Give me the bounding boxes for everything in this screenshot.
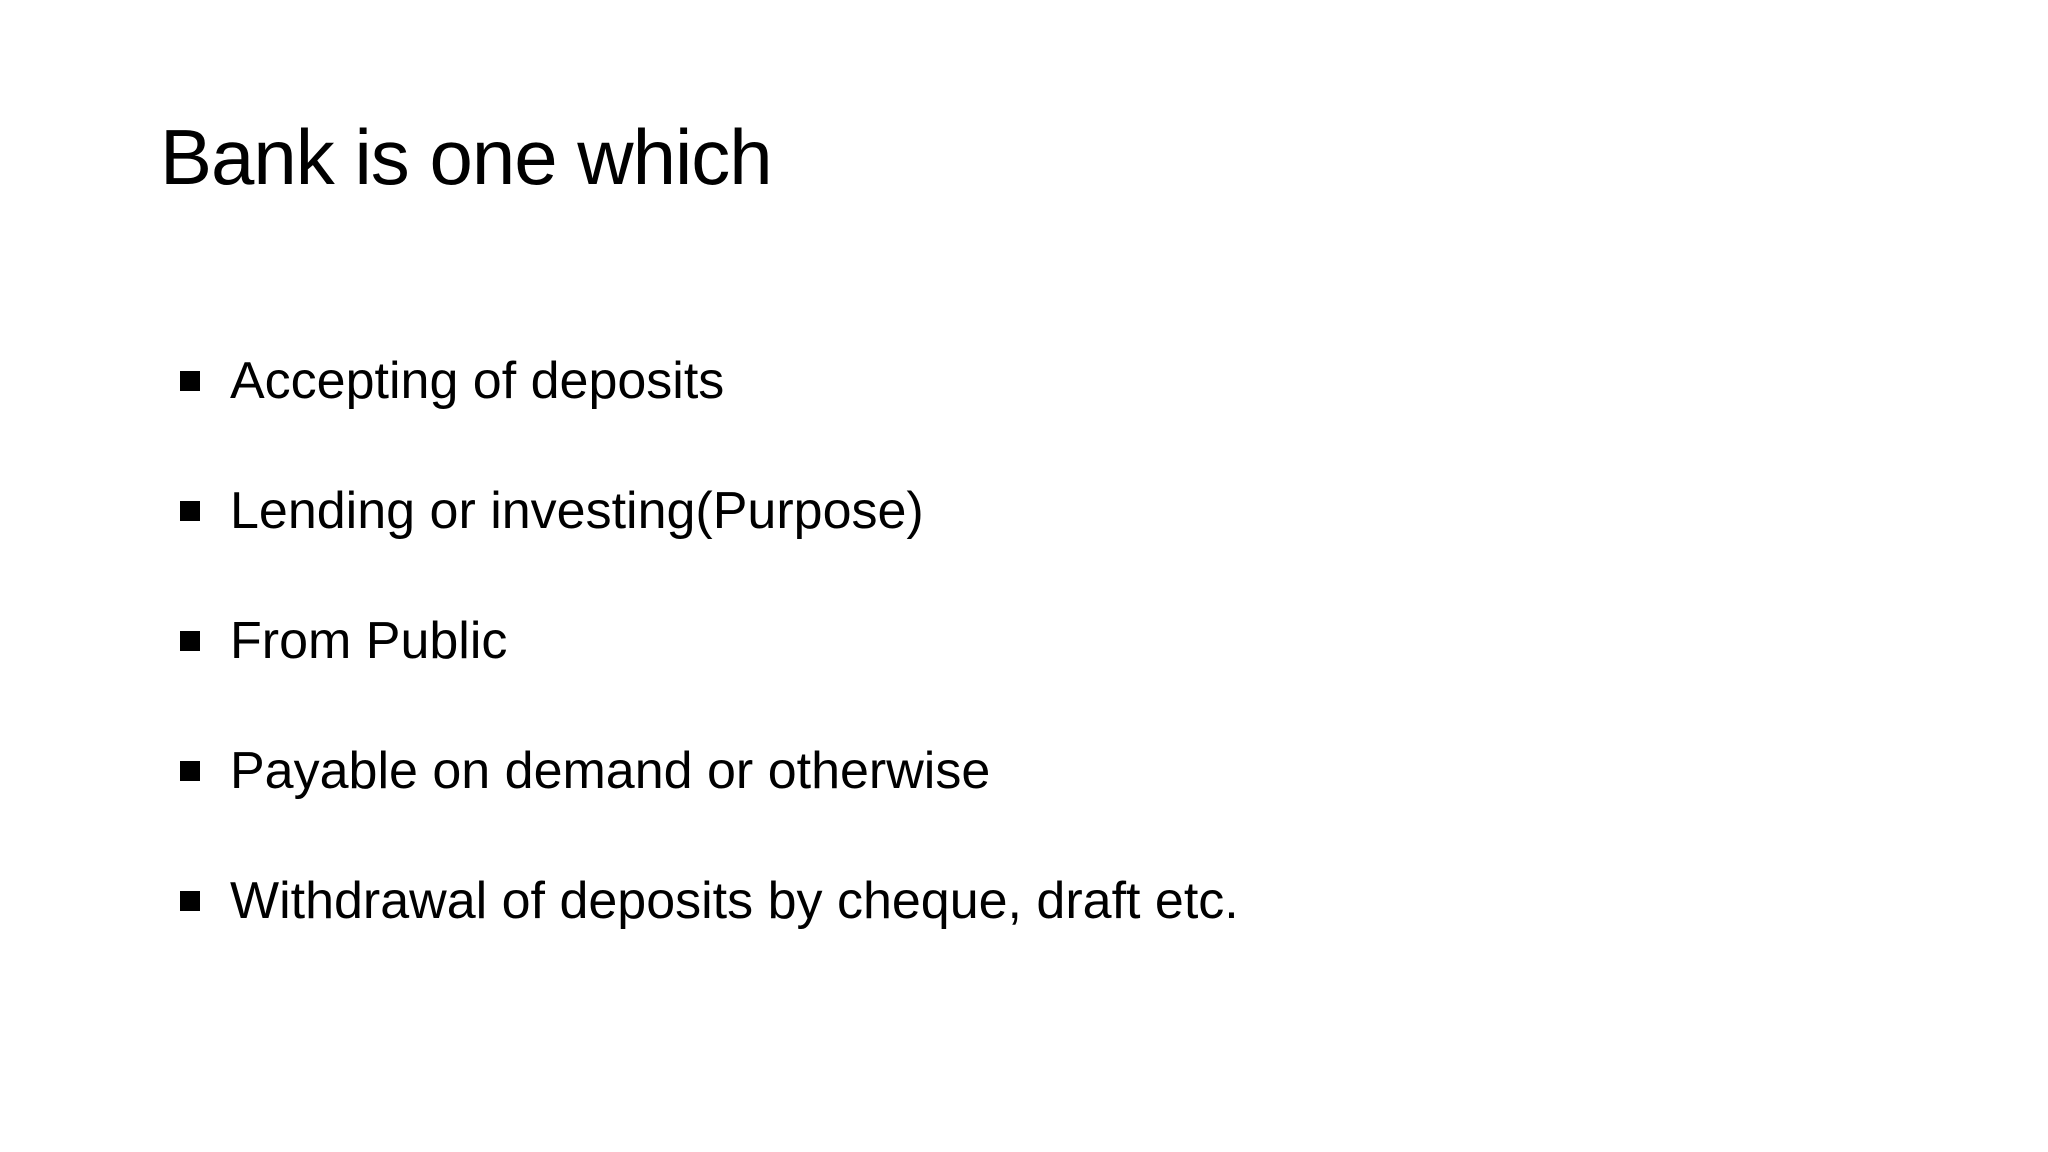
square-bullet-icon [180, 501, 200, 521]
slide-title: Bank is one which [160, 113, 772, 201]
list-item [180, 706, 1239, 836]
bullet-text: Withdrawal of deposits by cheque, draft etc. [230, 872, 1239, 930]
bullet-text: From Public [230, 612, 508, 670]
list-item [180, 316, 1239, 446]
square-bullet-icon [180, 631, 200, 651]
list-item [180, 576, 1239, 706]
square-bullet-icon [180, 891, 200, 911]
bullet-text: Accepting of deposits [230, 352, 725, 410]
bullet-list [180, 316, 1239, 966]
list-item [180, 446, 1239, 576]
square-bullet-icon [180, 761, 200, 781]
square-bullet-icon [180, 371, 200, 391]
bullet-text: Lending or investing(Purpose) [230, 482, 924, 540]
list-item [180, 836, 1239, 966]
bullet-text: Payable on demand or otherwise [230, 742, 991, 800]
